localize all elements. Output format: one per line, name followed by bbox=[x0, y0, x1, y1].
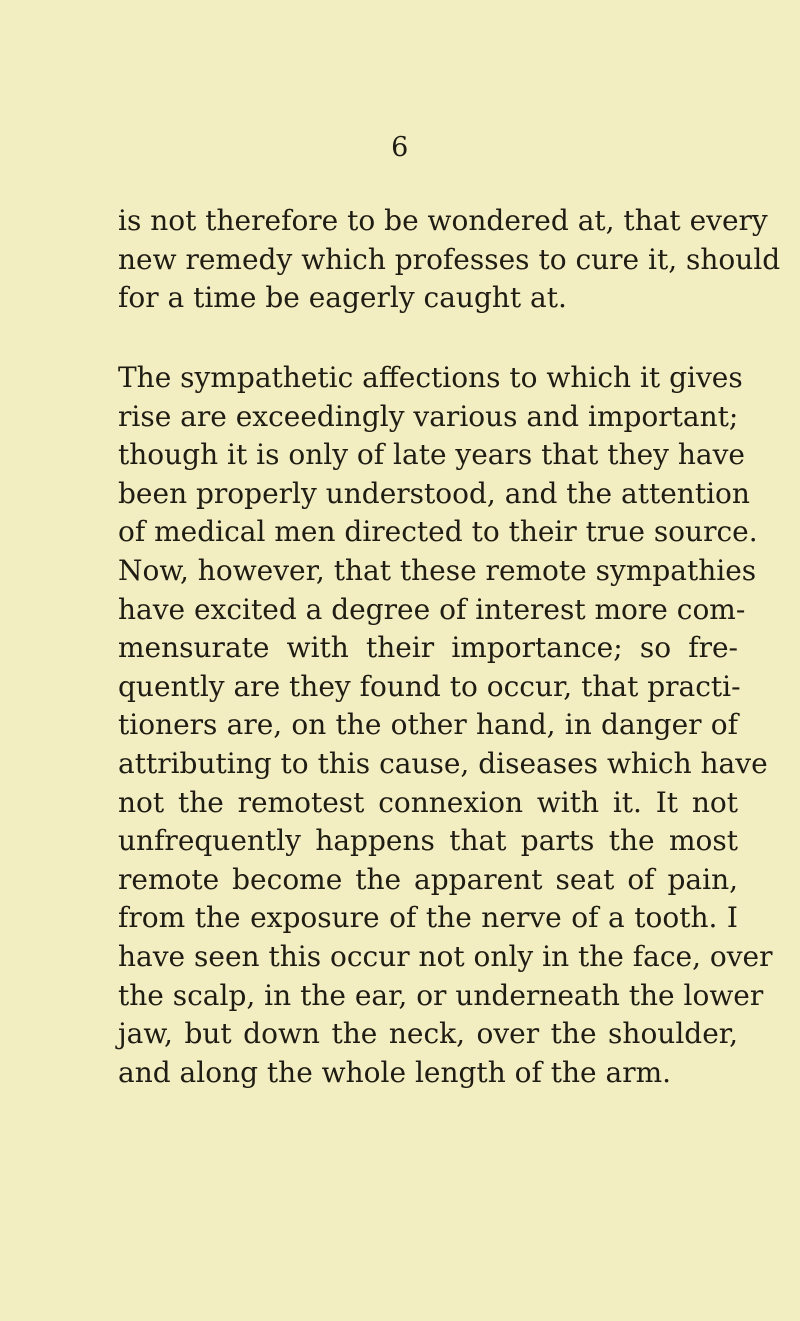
text-line: jaw, but down the neck, over the shoulder, bbox=[118, 1017, 738, 1051]
text-line: tioners are, on the other hand, in danger of bbox=[118, 708, 738, 742]
text-line: have seen this occur not only in the face, over bbox=[118, 939, 773, 973]
paragraph-2 bbox=[118, 359, 773, 1092]
text-line: attributing to this cause, diseases which have bbox=[118, 746, 768, 780]
text-line: been properly understood, and the attention bbox=[118, 476, 750, 510]
text-line: mensurate with their importance; so fre- bbox=[118, 631, 738, 665]
text-line: new remedy which professes to cure it, should bbox=[118, 242, 781, 276]
text-line: remote become the apparent seat of pain, bbox=[118, 862, 738, 896]
text-line: though it is only of late years that they have bbox=[118, 438, 745, 472]
text-line: unfrequently happens that parts the most bbox=[118, 824, 738, 858]
text-line: rise are exceedingly various and important; bbox=[118, 399, 739, 433]
text-line: from the exposure of the nerve of a tooth. I bbox=[118, 901, 738, 935]
text-line: and along the whole length of the arm. bbox=[118, 1055, 672, 1089]
text-line: not the remotest connexion with it. It not bbox=[118, 785, 738, 819]
text-line: quently are they found to occur, that practi- bbox=[118, 669, 741, 703]
page-number: 6 bbox=[391, 132, 409, 163]
text-line: The sympathetic affections to which it gives bbox=[118, 361, 743, 394]
text-line: for a time be eagerly caught at. bbox=[118, 281, 567, 315]
text-line: the scalp, in the ear, or underneath the lower bbox=[118, 978, 764, 1012]
text-line: Now, however, that these remote sympathies bbox=[118, 553, 757, 587]
text-line: of medical men directed to their true source. bbox=[118, 515, 758, 549]
text-line: is not therefore to be wondered at, that every bbox=[118, 204, 768, 237]
text-line: have excited a degree of interest more com- bbox=[118, 592, 746, 626]
paragraph-1 bbox=[118, 202, 781, 318]
